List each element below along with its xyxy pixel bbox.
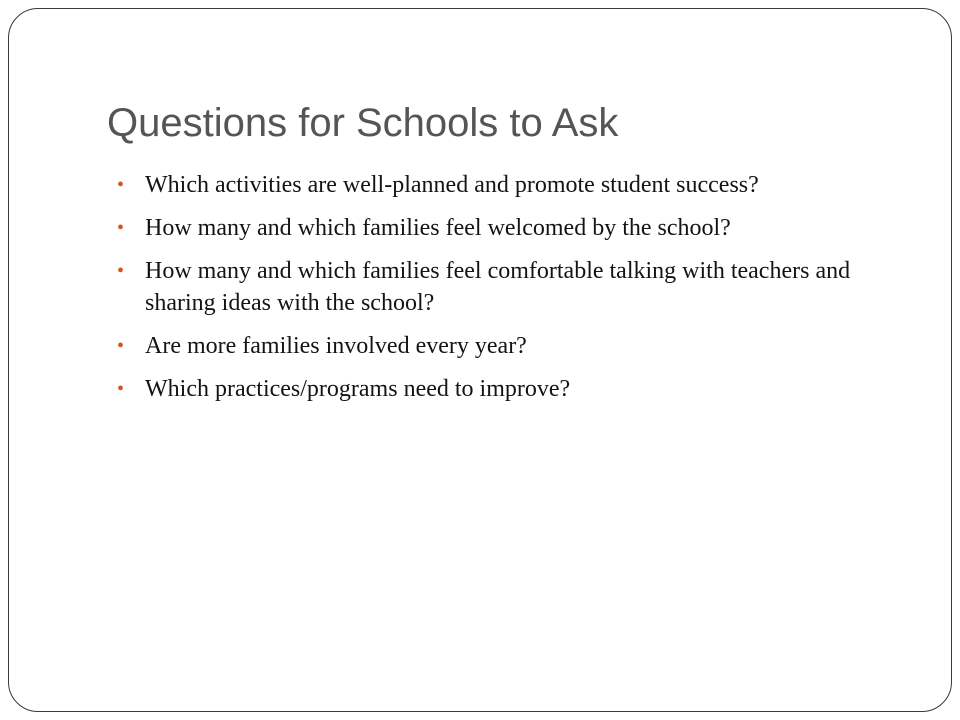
slide-frame xyxy=(8,8,952,712)
bullet-dot-icon: • xyxy=(117,378,125,400)
bullet-list xyxy=(115,169,895,416)
bullet-dot-icon: • xyxy=(117,260,125,282)
bullet-dot-icon: • xyxy=(117,335,125,357)
bullet-text: How many and which families feel comfortable talking with teachers and sharing ideas with the school? xyxy=(145,258,851,316)
bullet-item xyxy=(115,212,895,244)
bullet-item xyxy=(115,330,895,362)
bullet-item xyxy=(115,255,895,319)
bullet-text: Are more families involved every year? xyxy=(145,333,527,359)
bullet-item xyxy=(115,169,895,201)
bullet-dot-icon: • xyxy=(117,217,125,239)
bullet-text: Which practices/programs need to improve? xyxy=(145,376,571,402)
bullet-dot-icon: • xyxy=(117,174,125,196)
slide-title: Questions for Schools to Ask xyxy=(107,101,619,145)
bullet-text: How many and which families feel welcomed by the school? xyxy=(145,215,731,241)
bullet-text: Which activities are well-planned and promote student success? xyxy=(145,172,759,198)
bullet-item xyxy=(115,373,895,405)
